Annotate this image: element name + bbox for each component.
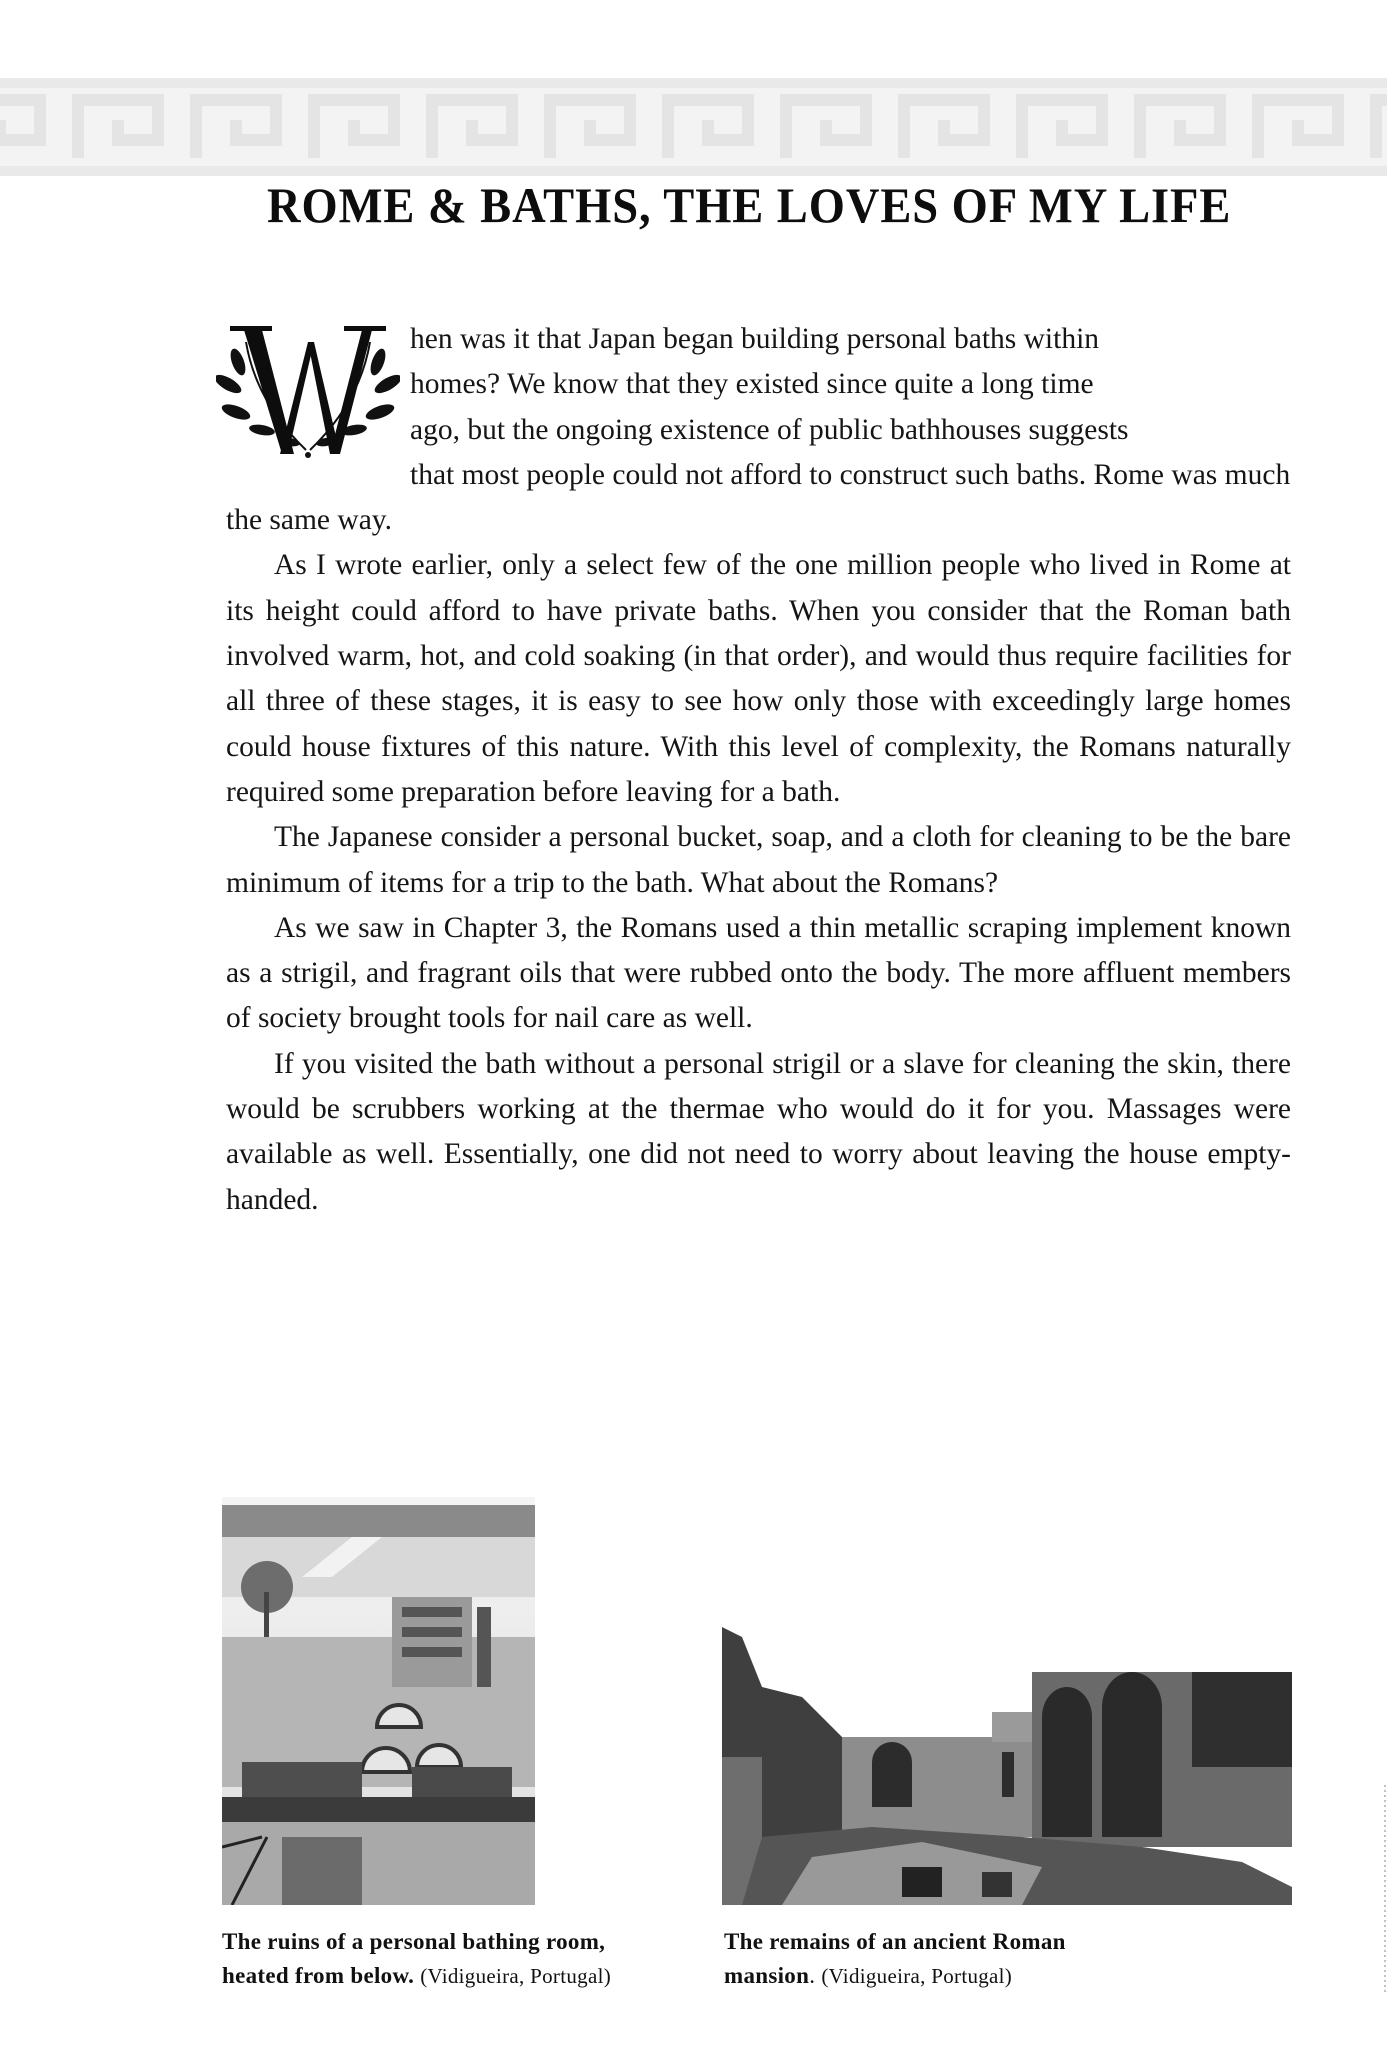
text-line: that most people could not afford to construct such baths. Rome was much [410, 458, 1291, 491]
photo-roman-mansion-ruins [722, 1627, 1292, 1905]
text-line: the same way. [226, 504, 393, 537]
text-line: ago, but the ongoing existence of public bathhouses suggests [410, 413, 1129, 446]
caption-location: (Vidigueira, Portugal) [821, 1964, 1013, 1988]
greek-key-border-icon [0, 78, 1387, 176]
caption-title: The ruins of a personal bathing room, [222, 1929, 606, 1954]
photo-bathing-room-ruins [222, 1497, 535, 1905]
drop-cap [216, 322, 400, 458]
paragraph-4: As we saw in Chapter 3, the Romans used a thin metallic scraping implement known as a strigil, and fragrant oils that were rubbed onto the body. The more affluent members of society brought tools for nail care as well. [226, 911, 1291, 1035]
caption-bathing-room [222, 1925, 611, 1993]
mansion-photo-icon [722, 1627, 1292, 1905]
laurel-wreath-icon [216, 322, 400, 458]
header-band [0, 78, 1387, 233]
article-body [226, 317, 1291, 1223]
paragraph-2: As I wrote earlier, only a select few of the one million people who lived in Rome at its height could afford to have private baths. When you consider that the Roman bath involved warm, hot, and cold soaking (in that order), and would thus require facilities for all three of these stages, it is easy to see how only those with exceedingly large homes could house fixtures of this nature. With this level of complexity, the Romans naturally required some preparation before leaving for a bath. [226, 549, 1291, 808]
caption-title: mansion [724, 1963, 810, 1988]
caption-title: heated from below. [222, 1963, 415, 1988]
paragraph-3: The Japanese consider a personal bucket, soap, and a cloth for cleaning to be the bare minimum of items for a trip to the bath. What about the Romans? [226, 821, 1291, 899]
paragraph-1 [226, 317, 1291, 543]
caption-location: (Vidigueira, Portugal) [420, 1964, 612, 1988]
page-edge-mark [1384, 1785, 1386, 1995]
text-line: hen was it that Japan began building personal baths within [410, 323, 1100, 355]
caption-title: The remains of an ancient Roman [724, 1929, 1066, 1954]
page-title: ROME & BATHS, THE LOVES OF MY LIFE [267, 177, 1232, 233]
ruins-photo-icon [222, 1497, 535, 1905]
paragraph-5: If you visited the bath without a personal strigil or a slave for cleaning the skin, there would be scrubbers working at the thermae who would do it for you. Massages were available as well. Essentially, one did not need to worry about leaving the house empty-handed. [226, 1047, 1291, 1216]
caption-roman-mansion [724, 1925, 1066, 1993]
caption-punct: . [809, 1963, 816, 1988]
text-line: homes? We know that they existed since quite a long time [410, 368, 1094, 401]
